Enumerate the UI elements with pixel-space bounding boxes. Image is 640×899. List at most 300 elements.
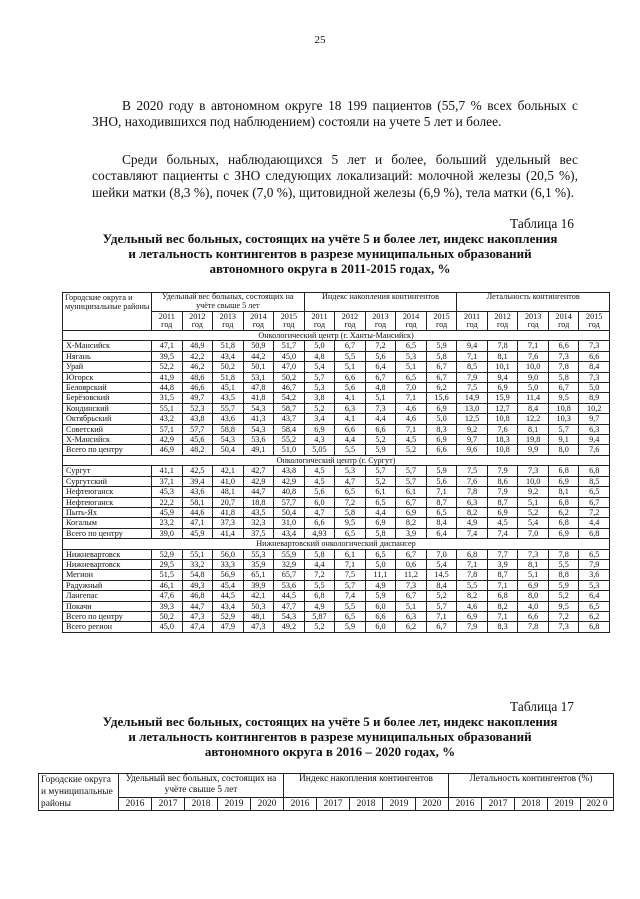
- table-cell: 4,5: [304, 466, 335, 476]
- table-cell: 5,6: [365, 351, 396, 361]
- region-name: Советский: [63, 424, 152, 434]
- year-header: 202 0: [581, 798, 614, 811]
- table-cell: 4,6: [396, 403, 427, 413]
- table-cell: 8,7: [426, 497, 457, 507]
- table-row: [63, 580, 610, 590]
- table-cell: 7,2: [579, 507, 610, 517]
- table-cell: 65,7: [274, 570, 305, 580]
- table-row: [63, 611, 610, 621]
- year-header: 2015 год: [579, 312, 610, 331]
- table-cell: 49,3: [182, 580, 213, 590]
- table-cell: 6,0: [365, 601, 396, 611]
- table-cell: 51,0: [274, 445, 305, 455]
- table-cell: 10,8: [548, 403, 579, 413]
- table-cell: 48,1: [213, 487, 244, 497]
- table-cell: 6,7: [396, 591, 427, 601]
- table-cell: 6,6: [365, 424, 396, 434]
- header-group-share: Удельный вес больных, состоящих на учёте свыше 5 лет: [152, 293, 305, 312]
- table-cell: 4,3: [304, 435, 335, 445]
- table-cell: 4,5: [487, 518, 518, 528]
- table-row: [63, 341, 610, 351]
- table-cell: 41,9: [152, 372, 183, 382]
- table-cell: 6,7: [365, 372, 396, 382]
- region-name: Нижневартовск: [63, 559, 152, 569]
- table-cell: 42,9: [274, 476, 305, 486]
- region-name: Кондинский: [63, 403, 152, 413]
- table-cell: 5,3: [304, 383, 335, 393]
- table-cell: 10,8: [487, 414, 518, 424]
- table-cell: 9,6: [457, 445, 488, 455]
- table-cell: 6,6: [335, 424, 366, 434]
- table-cell: 47,4: [182, 622, 213, 632]
- year-header: 2018: [350, 798, 383, 811]
- table-cell: 50,2: [152, 611, 183, 621]
- table-cell: 41,0: [213, 476, 244, 486]
- region-name: Сургут: [63, 466, 152, 476]
- section-header-row: [63, 455, 610, 465]
- table-cell: 6,2: [548, 507, 579, 517]
- table-cell: 6,3: [335, 403, 366, 413]
- table-cell: 5,2: [304, 622, 335, 632]
- paragraph-2-text: Среди больных, наблюдающихся 5 лет и более, больший удельный вес составляют пациенты с ЗНО следующих локализаций: молочной железы (20,5 %), шейки матки (8,3 %), почек (7,0 %), щитовидной железы (6,9 %), тела матки (6,1 %).: [92, 152, 578, 200]
- table-cell: 50,2: [274, 372, 305, 382]
- table-cell: 6,9: [487, 383, 518, 393]
- table-cell: 5,1: [335, 362, 366, 372]
- table-cell: 7,5: [457, 383, 488, 393]
- table-cell: 5,8: [365, 528, 396, 538]
- table-cell: 50,9: [243, 341, 274, 351]
- table-cell: 54,3: [213, 435, 244, 445]
- table-cell: 6,5: [365, 497, 396, 507]
- table-cell: 6,3: [396, 611, 427, 621]
- table-row: [63, 570, 610, 580]
- table-cell: 4,4: [335, 435, 366, 445]
- table-cell: 6,9: [548, 476, 579, 486]
- table-cell: 8,2: [396, 518, 427, 528]
- paragraph-2: [92, 152, 578, 201]
- table-cell: 18,8: [243, 497, 274, 507]
- table-cell: 49,2: [274, 622, 305, 632]
- table-cell: 6,6: [579, 351, 610, 361]
- table-cell: 48,2: [182, 445, 213, 455]
- table-cell: 10,0: [518, 476, 549, 486]
- table-cell: 7,1: [487, 580, 518, 590]
- region-name: Лангепас: [63, 591, 152, 601]
- table-cell: 9,7: [579, 414, 610, 424]
- table-cell: 42,5: [182, 466, 213, 476]
- table-cell: 7,2: [548, 611, 579, 621]
- year-header: 2019: [548, 798, 581, 811]
- table-cell: 7,8: [487, 341, 518, 351]
- table-cell: 7,2: [335, 497, 366, 507]
- table-cell: 39,4: [182, 476, 213, 486]
- table-cell: 46,8: [182, 591, 213, 601]
- table-cell: 47,1: [182, 518, 213, 528]
- table-cell: 5,5: [457, 580, 488, 590]
- table-cell: 6,2: [396, 622, 427, 632]
- table-cell: 48,1: [243, 611, 274, 621]
- table-cell: 5,9: [335, 622, 366, 632]
- year-header: 2020: [416, 798, 449, 811]
- table-cell: 44,7: [243, 487, 274, 497]
- table-cell: 32,3: [243, 518, 274, 528]
- table-cell: 5,7: [548, 424, 579, 434]
- table-cell: 7,1: [457, 351, 488, 361]
- table-row: [63, 528, 610, 538]
- table-cell: 47,6: [152, 591, 183, 601]
- year-header: 2012 год: [487, 312, 518, 331]
- table-cell: 5,8: [548, 372, 579, 382]
- table-cell: 53,1: [243, 372, 274, 382]
- table-cell: 7,2: [365, 341, 396, 351]
- table-cell: 5,7: [426, 601, 457, 611]
- table-cell: 45,0: [152, 622, 183, 632]
- table-cell: 7,6: [518, 351, 549, 361]
- table-cell: 44,5: [213, 591, 244, 601]
- table-cell: 5,7: [365, 466, 396, 476]
- table-cell: 12,2: [518, 414, 549, 424]
- table-cell: 23,2: [152, 518, 183, 528]
- table-row: [63, 601, 610, 611]
- table-cell: 51,8: [213, 372, 244, 382]
- table-cell: 8,3: [487, 622, 518, 632]
- table-cell: 6,9: [457, 611, 488, 621]
- section-header-row: [63, 539, 610, 549]
- region-name: Всего по центру: [63, 445, 152, 455]
- table-cell: 4,9: [365, 580, 396, 590]
- table-cell: 5,8: [304, 549, 335, 559]
- table-cell: 9,9: [518, 445, 549, 455]
- table-cell: 54,3: [243, 424, 274, 434]
- table-cell: 47,8: [243, 383, 274, 393]
- table-row: [63, 559, 610, 569]
- table-cell: 5,1: [365, 393, 396, 403]
- table-cell: 7,3: [396, 580, 427, 590]
- table-cell: 5,1: [518, 497, 549, 507]
- table-cell: 6,8: [548, 518, 579, 528]
- table-cell: 5,5: [335, 445, 366, 455]
- table-cell: 50,4: [213, 445, 244, 455]
- table-17: [38, 773, 614, 811]
- table-cell: 58,8: [213, 424, 244, 434]
- table-cell: 6,9: [518, 580, 549, 590]
- table-cell: 41,8: [213, 507, 244, 517]
- table-cell: 7,8: [457, 487, 488, 497]
- table-cell: 29,5: [152, 559, 183, 569]
- table-cell: 8,5: [457, 362, 488, 372]
- table-cell: 42,1: [213, 466, 244, 476]
- table-cell: 7,1: [426, 487, 457, 497]
- region-name: Радужный: [63, 580, 152, 590]
- table-cell: 0,6: [396, 559, 427, 569]
- table-cell: 4,5: [396, 435, 427, 445]
- table-cell: 45,9: [152, 507, 183, 517]
- table-cell: 43,4: [274, 528, 305, 538]
- table-cell: 6,8: [548, 497, 579, 507]
- table-cell: 55,3: [243, 549, 274, 559]
- year-header: 2019: [218, 798, 251, 811]
- table-cell: 6,0: [304, 497, 335, 507]
- table-cell: 41,1: [152, 466, 183, 476]
- table-cell: 43,5: [213, 393, 244, 403]
- table-cell: 6,8: [579, 466, 610, 476]
- table-cell: 5,2: [548, 591, 579, 601]
- header-group-lethality: Летальность контингентов (%): [449, 774, 614, 798]
- table-cell: 9,4: [579, 435, 610, 445]
- table-cell: 5,9: [365, 591, 396, 601]
- table-cell: 4,6: [457, 601, 488, 611]
- table-cell: 7,1: [426, 611, 457, 621]
- year-header: 2011 год: [457, 312, 488, 331]
- table-cell: 55,9: [274, 549, 305, 559]
- table-cell: 42,2: [182, 351, 213, 361]
- table-cell: 6,9: [548, 528, 579, 538]
- table-cell: 54,3: [274, 611, 305, 621]
- table-cell: 5,5: [335, 601, 366, 611]
- table-cell: 7,5: [335, 570, 366, 580]
- region-name: Сургутский: [63, 476, 152, 486]
- table-cell: 5,3: [579, 580, 610, 590]
- table-cell: 4,4: [365, 414, 396, 424]
- table-cell: 7,6: [487, 424, 518, 434]
- table-cell: 31,5: [152, 393, 183, 403]
- table-cell: 5,2: [304, 403, 335, 413]
- table-cell: 7,9: [457, 372, 488, 382]
- table-cell: 5,1: [396, 362, 427, 372]
- table-cell: 15,9: [487, 393, 518, 403]
- table-cell: 52,2: [152, 362, 183, 372]
- year-header: 2019: [383, 798, 416, 811]
- table-cell: 33,2: [182, 559, 213, 569]
- year-header: 2014 год: [548, 312, 579, 331]
- table-row: [63, 393, 610, 403]
- table-cell: 43,8: [182, 414, 213, 424]
- table-cell: 5,0: [304, 341, 335, 351]
- table-cell: 6,8: [457, 549, 488, 559]
- table-cell: 5,3: [396, 351, 427, 361]
- table-cell: 15,6: [426, 393, 457, 403]
- table-cell: 7,4: [457, 528, 488, 538]
- table-cell: 5,2: [518, 507, 549, 517]
- table-cell: 8,1: [487, 351, 518, 361]
- table-cell: 7,3: [365, 403, 396, 413]
- table-cell: 8,1: [518, 424, 549, 434]
- year-header: 2012 год: [182, 312, 213, 331]
- table-cell: 54,2: [274, 393, 305, 403]
- table-cell: 6,7: [426, 362, 457, 372]
- region-name: Нижневартовск: [63, 549, 152, 559]
- table-cell: 47,3: [182, 611, 213, 621]
- table-cell: 6,9: [487, 507, 518, 517]
- table-cell: 43,7: [274, 414, 305, 424]
- table-cell: 45,0: [274, 351, 305, 361]
- table-cell: 7,3: [518, 466, 549, 476]
- table-cell: 39,3: [152, 601, 183, 611]
- table-17-title: [60, 714, 600, 759]
- year-header: 2015 год: [274, 312, 305, 331]
- year-header: 2018: [515, 798, 548, 811]
- table-cell: 8,2: [457, 507, 488, 517]
- table-cell: 11,1: [365, 570, 396, 580]
- table-cell: 45,6: [182, 435, 213, 445]
- region-name: Всего регион: [63, 622, 152, 632]
- table-cell: 5,2: [396, 445, 427, 455]
- table-cell: 6,7: [548, 383, 579, 393]
- region-name: Октябрьский: [63, 414, 152, 424]
- table-cell: 4,8: [365, 383, 396, 393]
- year-header: 2012 год: [335, 312, 366, 331]
- table-cell: 43,8: [274, 466, 305, 476]
- region-name: Берёзовский: [63, 393, 152, 403]
- table-cell: 7,1: [487, 611, 518, 621]
- table-cell: 44,7: [182, 601, 213, 611]
- table-row: [63, 591, 610, 601]
- table-cell: 5,9: [365, 445, 396, 455]
- table-cell: 7,1: [396, 393, 427, 403]
- table-cell: 7,9: [579, 559, 610, 569]
- table-cell: 6,5: [579, 601, 610, 611]
- table-row: [63, 351, 610, 361]
- table-cell: 4,7: [335, 476, 366, 486]
- table-cell: 43,4: [213, 601, 244, 611]
- table-cell: 43,5: [243, 507, 274, 517]
- table-cell: 51,8: [213, 341, 244, 351]
- section-header-row: [63, 331, 610, 341]
- table-cell: 10,8: [487, 445, 518, 455]
- table-16-title-line: и летальность контингентов в разрезе муниципальных образований: [128, 246, 532, 261]
- table-cell: 7,1: [396, 424, 427, 434]
- table-row: [63, 383, 610, 393]
- table-cell: 6,5: [396, 341, 427, 351]
- table-cell: 57,7: [274, 497, 305, 507]
- table-cell: 8,1: [518, 559, 549, 569]
- table-cell: 8,9: [579, 393, 610, 403]
- table-cell: 6,5: [579, 487, 610, 497]
- table-cell: 7,1: [335, 559, 366, 569]
- year-header: 2018: [185, 798, 218, 811]
- table-cell: 5,8: [426, 351, 457, 361]
- table-cell: 18,3: [487, 435, 518, 445]
- table-cell: 7,3: [548, 622, 579, 632]
- table-cell: 8,8: [548, 570, 579, 580]
- table-cell: 6,9: [304, 424, 335, 434]
- table-cell: 5,0: [579, 383, 610, 393]
- table-cell: 5,7: [396, 466, 427, 476]
- table-cell: 6,1: [335, 549, 366, 559]
- table-cell: 53,6: [243, 435, 274, 445]
- table-cell: 6,3: [457, 497, 488, 507]
- table-cell: 65,1: [243, 570, 274, 580]
- table-cell: 35,9: [243, 559, 274, 569]
- table-cell: 8,2: [457, 591, 488, 601]
- table-16: [62, 292, 610, 633]
- header-group-index: Индекс накопления контингентов: [284, 774, 449, 798]
- table-cell: 56,9: [213, 570, 244, 580]
- table-cell: 6,1: [396, 487, 427, 497]
- table-cell: 6,4: [426, 528, 457, 538]
- table-cell: 7,9: [457, 622, 488, 632]
- region-name: Белоярский: [63, 383, 152, 393]
- year-header: 2011 год: [152, 312, 183, 331]
- table-cell: 52,9: [152, 549, 183, 559]
- table-cell: 32,9: [274, 559, 305, 569]
- table-cell: 5,9: [426, 341, 457, 351]
- region-name: Всего по центру: [63, 528, 152, 538]
- table-cell: 44,8: [152, 383, 183, 393]
- table-cell: 31,0: [274, 518, 305, 528]
- table-row: [63, 549, 610, 559]
- table-cell: 6,9: [426, 403, 457, 413]
- table-cell: 45,9: [182, 528, 213, 538]
- table-cell: 5,5: [335, 351, 366, 361]
- table-cell: 7,7: [487, 549, 518, 559]
- table-cell: 8,2: [487, 601, 518, 611]
- table-cell: 56,0: [213, 549, 244, 559]
- header-region: Городские округа и муниципальные районы: [39, 774, 119, 811]
- table-cell: 5,0: [426, 414, 457, 424]
- table-cell: 48,6: [182, 372, 213, 382]
- table-cell: 6,8: [579, 622, 610, 632]
- table-cell: 4,4: [579, 518, 610, 528]
- table-cell: 8,4: [426, 518, 457, 528]
- table-cell: 42,9: [152, 435, 183, 445]
- region-name: Покачи: [63, 601, 152, 611]
- table-cell: 5,1: [396, 601, 427, 611]
- table-cell: 14,9: [457, 393, 488, 403]
- table-cell: 14,5: [426, 570, 457, 580]
- table-cell: 58,7: [274, 403, 305, 413]
- table-cell: 7,4: [487, 528, 518, 538]
- table-cell: 11,2: [396, 570, 427, 580]
- table-cell: 40,8: [274, 487, 305, 497]
- table-cell: 6,0: [365, 622, 396, 632]
- region-name: Нягань: [63, 351, 152, 361]
- table-cell: 6,2: [579, 611, 610, 621]
- table-cell: 43,2: [152, 414, 183, 424]
- table-cell: 7,3: [579, 372, 610, 382]
- table-cell: 8,5: [579, 476, 610, 486]
- header-group-index: Индекс накопления контингентов: [304, 293, 457, 312]
- year-header: 2014 год: [396, 312, 427, 331]
- table-cell: 42,9: [243, 476, 274, 486]
- region-name: Х-Мансийск: [63, 435, 152, 445]
- table-row: [63, 622, 610, 632]
- table-cell: 39,0: [152, 528, 183, 538]
- year-header: 2013 год: [365, 312, 396, 331]
- table-cell: 46,6: [182, 383, 213, 393]
- table-cell: 7,9: [487, 466, 518, 476]
- table-cell: 6,4: [579, 591, 610, 601]
- page-number: 25: [314, 34, 326, 46]
- table-cell: 6,5: [396, 372, 427, 382]
- table-cell: 45,3: [152, 487, 183, 497]
- table-cell: 50,2: [213, 362, 244, 372]
- year-header: 2016: [119, 798, 152, 811]
- table-cell: 9,5: [548, 393, 579, 403]
- table-cell: 6,7: [426, 372, 457, 382]
- table-cell: 39,9: [243, 580, 274, 590]
- table-cell: 6,6: [518, 611, 549, 621]
- table-cell: 41,3: [243, 414, 274, 424]
- table-cell: 44,2: [243, 351, 274, 361]
- table-cell: 6,6: [426, 445, 457, 455]
- section-title: Онкологический центр (г. Ханты-Мансийск): [63, 331, 610, 341]
- table-cell: 6,5: [335, 611, 366, 621]
- table-cell: 41,4: [213, 528, 244, 538]
- table-cell: 8,7: [487, 570, 518, 580]
- table-cell: 3,8: [304, 393, 335, 403]
- table-cell: 46,7: [274, 383, 305, 393]
